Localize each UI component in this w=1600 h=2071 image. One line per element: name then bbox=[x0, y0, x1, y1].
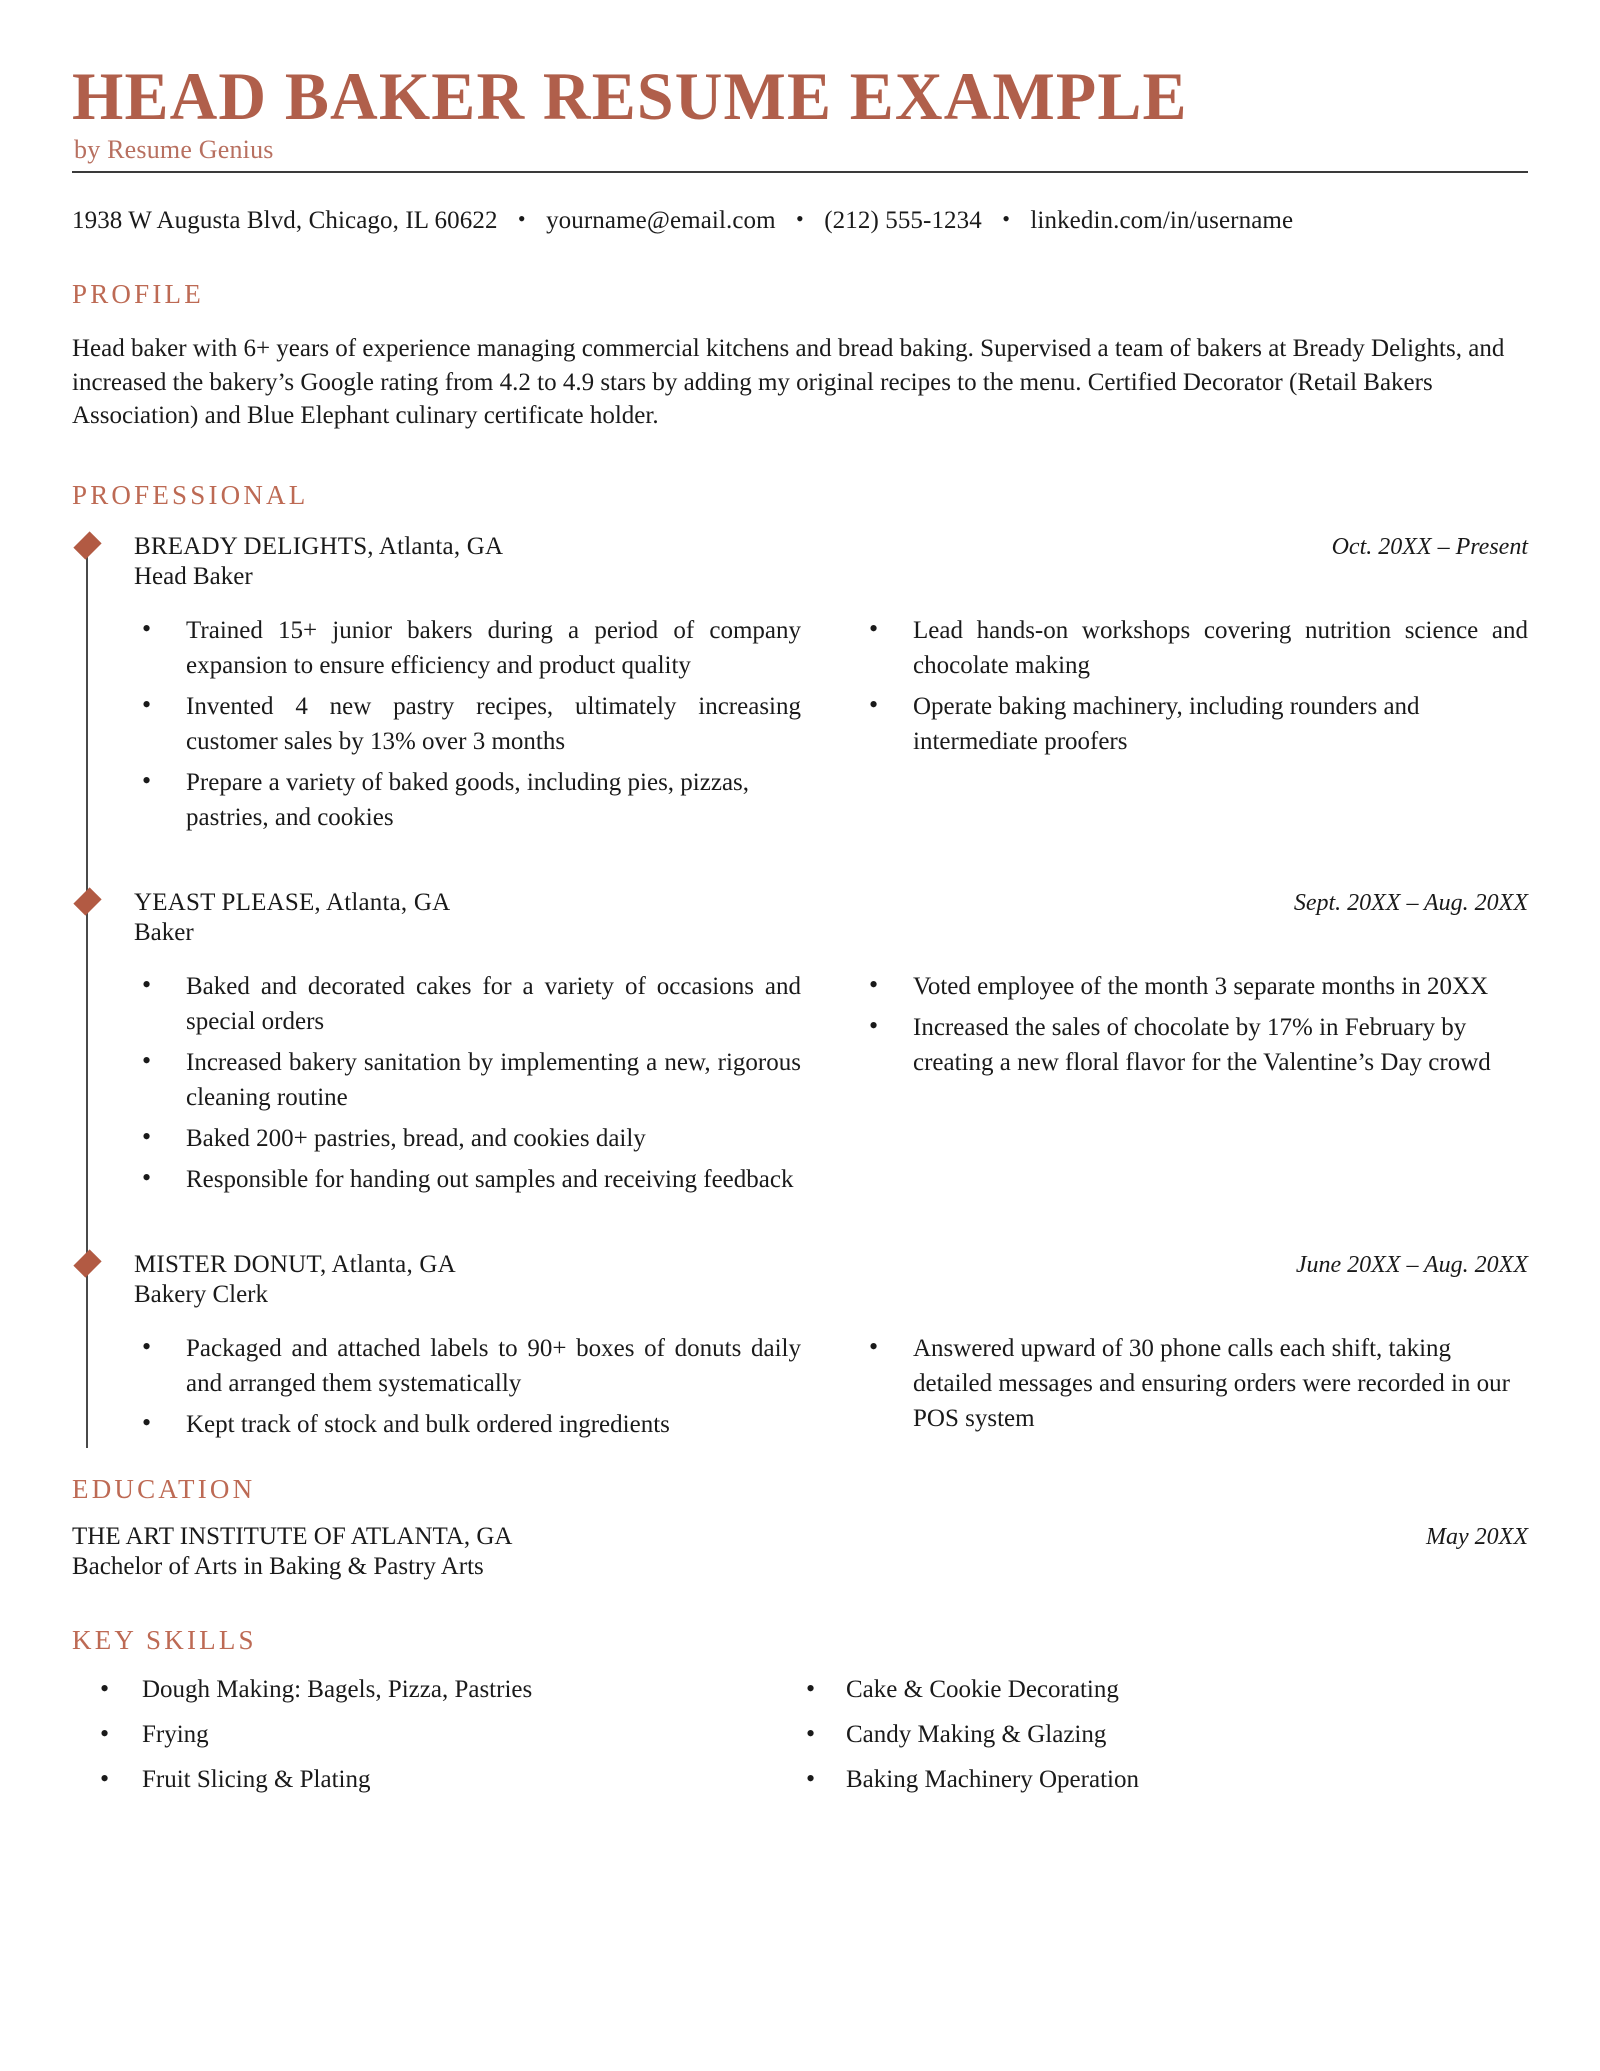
responsibility-list bbox=[134, 613, 801, 835]
experience-entry bbox=[134, 1251, 1528, 1448]
page-title: HEAD BAKER RESUME EXAMPLE bbox=[72, 58, 1188, 134]
employer-name: BREADY DELIGHTS, Atlanta, GA bbox=[134, 533, 504, 561]
job-title: Head Baker bbox=[134, 563, 253, 591]
list-item: • Candy Making & Glazing bbox=[800, 1719, 1528, 1751]
responsibility-column-left bbox=[134, 969, 801, 1203]
contact-linkedin[interactable]: linkedin.com/in/username bbox=[1030, 207, 1294, 235]
list-item: • Fruit Slicing & Plating bbox=[72, 1764, 800, 1796]
responsibility-column-left bbox=[134, 613, 801, 841]
list-item: • Baked and decorated cakes for a variety of occasions and special orders bbox=[134, 969, 801, 1039]
section-professional bbox=[72, 480, 1528, 1448]
list-item: • Operate baking machinery, including rounders and intermediate proofers bbox=[861, 689, 1528, 759]
list-item: • Increased bakery sanitation by implementing a new, rigorous cleaning routine bbox=[134, 1045, 801, 1115]
responsibility-column-right bbox=[861, 613, 1528, 841]
responsibility-columns bbox=[134, 1331, 1528, 1448]
employment-dates: Sept. 20XX – Aug. 20XX bbox=[1293, 890, 1528, 917]
degree-name: Bachelor of Arts in Baking & Pastry Arts bbox=[72, 1553, 484, 1581]
list-item: • Lead hands-on workshops covering nutrition science and chocolate making bbox=[861, 613, 1528, 683]
skills-column-left bbox=[72, 1674, 800, 1809]
employment-dates: Oct. 20XX – Present bbox=[1331, 534, 1528, 561]
responsibility-column-left bbox=[134, 1331, 801, 1448]
timeline-diamond-icon bbox=[73, 1249, 101, 1277]
list-item: • Packaged and attached labels to 90+ boxes of donuts daily and arranged them systematically bbox=[134, 1331, 801, 1401]
list-item: • Prepare a variety of baked goods, including pies, pizzas, pastries, and cookies bbox=[134, 765, 801, 835]
school-name: THE ART INSTITUTE OF ATLANTA, GA bbox=[72, 1523, 513, 1551]
responsibility-list bbox=[861, 1331, 1528, 1436]
section-heading-education: EDUCATION bbox=[72, 1474, 256, 1505]
section-key-skills bbox=[72, 1625, 1528, 1809]
list-item: • Voted employee of the month 3 separate months in 20XX bbox=[861, 969, 1528, 1004]
job-title: Bakery Clerk bbox=[134, 1281, 268, 1309]
list-item: • Frying bbox=[72, 1719, 800, 1751]
responsibility-list bbox=[134, 1331, 801, 1442]
list-item: • Dough Making: Bagels, Pizza, Pastries bbox=[72, 1674, 800, 1706]
contact-address: 1938 W Augusta Blvd, Chicago, IL 60622 bbox=[72, 207, 498, 235]
experience-header bbox=[134, 533, 1528, 561]
contact-phone[interactable]: (212) 555-1234 bbox=[824, 207, 982, 235]
graduation-date: May 20XX bbox=[1426, 1524, 1528, 1551]
list-item: • Responsible for handing out samples and receiving feedback bbox=[134, 1162, 801, 1197]
employer-name: MISTER DONUT, Atlanta, GA bbox=[134, 1251, 456, 1279]
section-heading-key-skills: KEY SKILLS bbox=[72, 1625, 257, 1656]
responsibility-list bbox=[861, 969, 1528, 1080]
section-heading-profile: PROFILE bbox=[72, 279, 204, 310]
contact-separator-icon: • bbox=[796, 206, 804, 232]
profile-summary-text: Head baker with 6+ years of experience managing commercial kitchens and bread baking. Supervised a team of bakers at Bready Delights, and increased the bakery’s Google rating from 4.2 to 4.9 stars by adding my original recipes to the menu. Certified Decorator (Retail Bakers Association) and Blue Elephant culinary certificate holder. bbox=[72, 335, 1505, 429]
list-item: • Trained 15+ junior bakers during a period of company expansion to ensure efficiency and product quality bbox=[134, 613, 801, 683]
list-item: • Invented 4 new pastry recipes, ultimately increasing customer sales by 13% over 3 months bbox=[134, 689, 801, 759]
timeline-diamond-icon bbox=[73, 531, 101, 559]
skills-column-right bbox=[800, 1674, 1528, 1809]
list-item: • Answered upward of 30 phone calls each shift, taking detailed messages and ensuring orders were recorded in our POS system bbox=[861, 1331, 1528, 1436]
employer-name: YEAST PLEASE, Atlanta, GA bbox=[134, 889, 451, 917]
employment-dates: June 20XX – Aug. 20XX bbox=[1295, 1252, 1528, 1279]
experience-entry bbox=[134, 889, 1528, 1203]
section-education bbox=[72, 1474, 1528, 1581]
experience-header bbox=[134, 1251, 1528, 1279]
list-item: • Cake & Cookie Decorating bbox=[800, 1674, 1528, 1706]
job-title: Baker bbox=[134, 919, 194, 947]
section-heading-professional: PROFESSIONAL bbox=[72, 480, 309, 511]
timeline-diamond-icon bbox=[73, 887, 101, 915]
contact-line bbox=[72, 207, 1528, 235]
document-header bbox=[72, 58, 1528, 173]
education-entry bbox=[72, 1523, 1528, 1581]
section-profile bbox=[72, 279, 1528, 432]
byline: by Resume Genius bbox=[74, 135, 274, 165]
list-item: • Baked 200+ pastries, bread, and cookies daily bbox=[134, 1121, 801, 1156]
responsibility-list bbox=[134, 969, 801, 1197]
responsibility-columns bbox=[134, 613, 1528, 841]
experience-header bbox=[134, 889, 1528, 917]
responsibility-column-right bbox=[861, 969, 1528, 1203]
skills-list bbox=[72, 1674, 800, 1796]
responsibility-list bbox=[861, 613, 1528, 759]
skills-list bbox=[800, 1674, 1528, 1796]
contact-email[interactable]: yourname@email.com bbox=[546, 207, 776, 235]
list-item: • Kept track of stock and bulk ordered ingredients bbox=[134, 1407, 801, 1442]
list-item: • Increased the sales of chocolate by 17% in February by creating a new floral flavor for the Valentine’s Day crowd bbox=[861, 1010, 1528, 1080]
experience-timeline bbox=[72, 533, 1528, 1448]
contact-separator-icon: • bbox=[517, 206, 526, 232]
list-item: • Baking Machinery Operation bbox=[800, 1764, 1528, 1796]
experience-entry bbox=[134, 533, 1528, 841]
skills-columns bbox=[72, 1674, 1528, 1809]
header-divider bbox=[72, 171, 1528, 173]
responsibility-column-right bbox=[861, 1331, 1528, 1448]
contact-separator-icon: • bbox=[1002, 206, 1011, 232]
education-header bbox=[72, 1523, 1528, 1551]
responsibility-columns bbox=[134, 969, 1528, 1203]
